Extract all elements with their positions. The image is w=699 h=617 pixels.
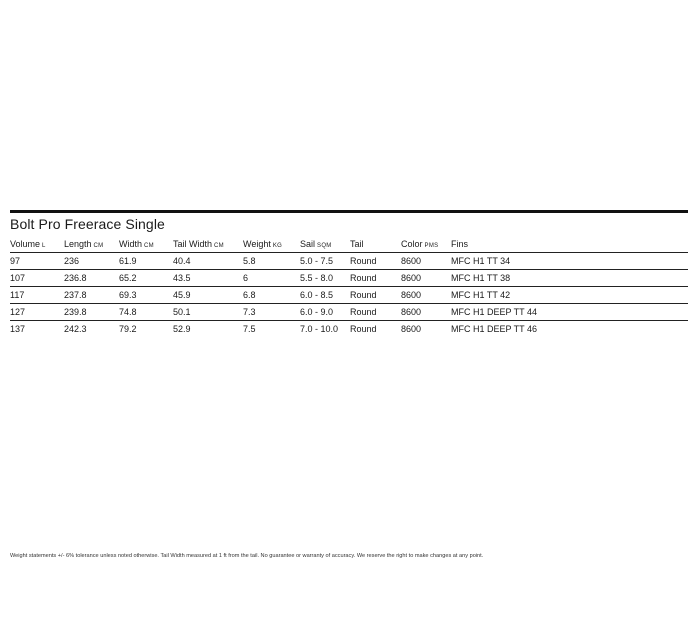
- cell-volume: 127: [10, 304, 64, 321]
- specs-table: [10, 235, 688, 337]
- col-header-fins: Fins: [451, 238, 469, 249]
- cell-tail: Round: [350, 253, 401, 270]
- col-header-weight: Weight KG: [243, 238, 283, 249]
- cell-color: 8600: [401, 253, 451, 270]
- cell-weight: 5.8: [243, 253, 300, 270]
- cell-weight: 6: [243, 270, 300, 287]
- cell-width: 65.2: [119, 270, 173, 287]
- cell-color: 8600: [401, 270, 451, 287]
- col-header-sail: Sail SQM: [300, 238, 332, 249]
- cell-length: 237.8: [64, 287, 119, 304]
- cell-width: 74.8: [119, 304, 173, 321]
- cell-tail: Round: [350, 304, 401, 321]
- table-row: [10, 304, 688, 321]
- table-row: [10, 287, 688, 304]
- top-rule: [10, 210, 688, 213]
- cell-weight: 7.5: [243, 321, 300, 338]
- cell-weight: 7.3: [243, 304, 300, 321]
- cell-tail: Round: [350, 287, 401, 304]
- cell-length: 236: [64, 253, 119, 270]
- cell-fins: MFC H1 TT 42: [451, 287, 688, 304]
- cell-tail-width: 43.5: [173, 270, 243, 287]
- cell-weight: 6.8: [243, 287, 300, 304]
- cell-tail-width: 40.4: [173, 253, 243, 270]
- cell-tail-width: 50.1: [173, 304, 243, 321]
- cell-tail: Round: [350, 270, 401, 287]
- cell-sail: 5.5 - 8.0: [300, 270, 350, 287]
- cell-sail: 5.0 - 7.5: [300, 253, 350, 270]
- cell-length: 242.3: [64, 321, 119, 338]
- table-row: [10, 253, 688, 270]
- cell-fins: MFC H1 TT 38: [451, 270, 688, 287]
- header-row: [10, 235, 688, 253]
- cell-tail-width: 45.9: [173, 287, 243, 304]
- cell-color: 8600: [401, 287, 451, 304]
- cell-volume: 107: [10, 270, 64, 287]
- col-header-color: Color PMS: [401, 238, 439, 249]
- col-header-tail-width: Tail Width CM: [173, 238, 224, 249]
- cell-volume: 117: [10, 287, 64, 304]
- col-header-volume: Volume L: [10, 238, 46, 249]
- cell-width: 79.2: [119, 321, 173, 338]
- cell-sail: 6.0 - 9.0: [300, 304, 350, 321]
- cell-fins: MFC H1 DEEP TT 46: [451, 321, 688, 338]
- cell-volume: 137: [10, 321, 64, 338]
- col-header-tail: Tail: [350, 238, 364, 249]
- cell-color: 8600: [401, 304, 451, 321]
- cell-length: 236.8: [64, 270, 119, 287]
- cell-fins: MFC H1 DEEP TT 44: [451, 304, 688, 321]
- cell-length: 239.8: [64, 304, 119, 321]
- cell-fins: MFC H1 TT 34: [451, 253, 688, 270]
- cell-volume: 97: [10, 253, 64, 270]
- col-header-width: Width CM: [119, 238, 154, 249]
- cell-color: 8600: [401, 321, 451, 338]
- cell-width: 69.3: [119, 287, 173, 304]
- table-row: [10, 321, 688, 338]
- cell-sail: 6.0 - 8.5: [300, 287, 350, 304]
- cell-tail: Round: [350, 321, 401, 338]
- cell-sail: 7.0 - 10.0: [300, 321, 350, 338]
- cell-width: 61.9: [119, 253, 173, 270]
- table-title: Bolt Pro Freerace Single: [10, 216, 165, 232]
- footnote: Weight statements +/- 6% tolerance unless noted otherwise. Tail Width measured at 1 ft from the tail. No guarantee or warranty of accuracy. We reserve the right to make changes at any point.: [10, 553, 484, 559]
- cell-tail-width: 52.9: [173, 321, 243, 338]
- table-row: [10, 270, 688, 287]
- col-header-length: Length CM: [64, 238, 104, 249]
